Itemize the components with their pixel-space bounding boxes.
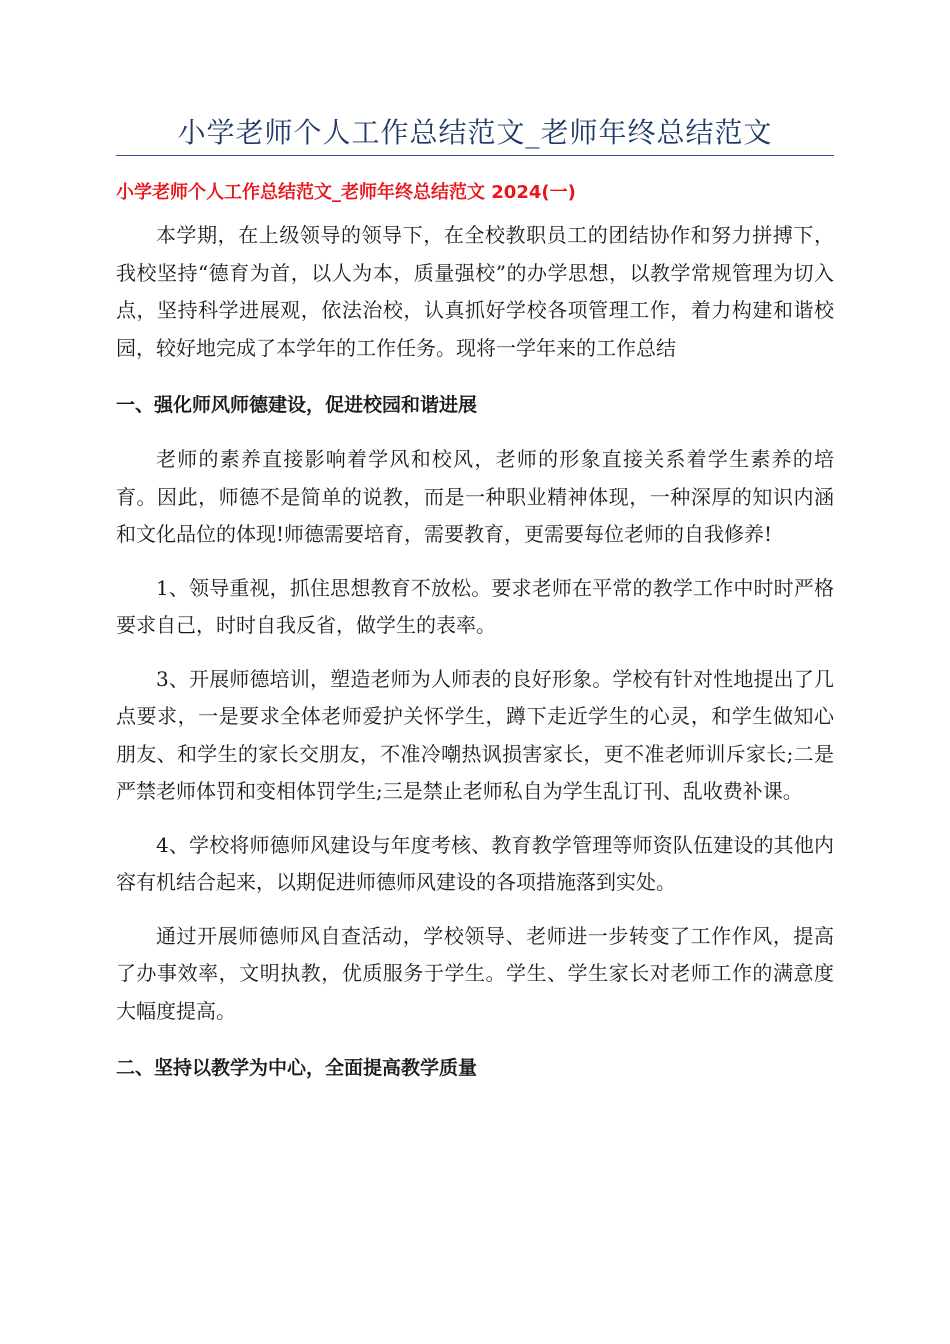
section-1-heading: 一、强化师风师德建设，促进校园和谐进展	[116, 394, 478, 416]
title-underline	[116, 155, 834, 156]
section-2-heading: 二、坚持以教学为中心，全面提高教学质量	[116, 1057, 478, 1079]
document-title: 小学老师个人工作总结范文_老师年终总结范文	[177, 116, 773, 149]
section-1-paragraph-2: 1、领导重视，抓住思想教育不放松。要求老师在平常的教学工作中时时严格要求自己，时时自我反省，做学生的表率。	[116, 575, 834, 637]
section-1-paragraph-3: 3、开展师德培训，塑造老师为人师表的良好形象。学校有针对性地提出了几点要求，一是要求全体老师爱护关怀学生，蹲下走近学生的心灵，和学生做知心朋友、和学生的家长交朋友，不准冷嘲热讽损害家长，更不准老师训斥家长;二是严禁老师体罚和变相体罚学生;三是禁止老师私自为学生乱订刊、乱收费补课。	[116, 666, 834, 803]
section-1-paragraph-5: 通过开展师德师风自查活动，学校领导、老师进一步转变了工作作风，提高了办事效率，文明执教，优质服务于学生。学生、学生家长对老师工作的满意度大幅度提高。	[116, 923, 834, 1023]
section-1-paragraph-1: 老师的素养直接影响着学风和校风，老师的形象直接关系着学生素养的培育。因此，师德不是简单的说教，而是一种职业精神体现，一种深厚的知识内涵和文化品位的体现!师德需要培育，需要教育，更需要每位老师的自我修养!	[116, 447, 834, 546]
intro-paragraph: 本学期，在上级领导的领导下，在全校教职员工的团结协作和努力拼搏下，我校坚持“德育为首，以人为本，质量强校”的办学思想，以教学常规管理为切入点，坚持科学进展观，依法治校，认真抓好学校各项管理工作，着力构建和谐校园，较好地完成了本学年的工作任务。现将一学年来的工作总结	[116, 223, 834, 360]
document-subtitle: 小学老师个人工作总结范文_老师年终总结范文 2024(一)	[116, 182, 576, 203]
section-1-paragraph-4: 4、学校将师德师风建设与年度考核、教育教学管理等师资队伍建设的其他内容有机结合起来，以期促进师德师风建设的各项措施落到实处。	[116, 832, 834, 894]
